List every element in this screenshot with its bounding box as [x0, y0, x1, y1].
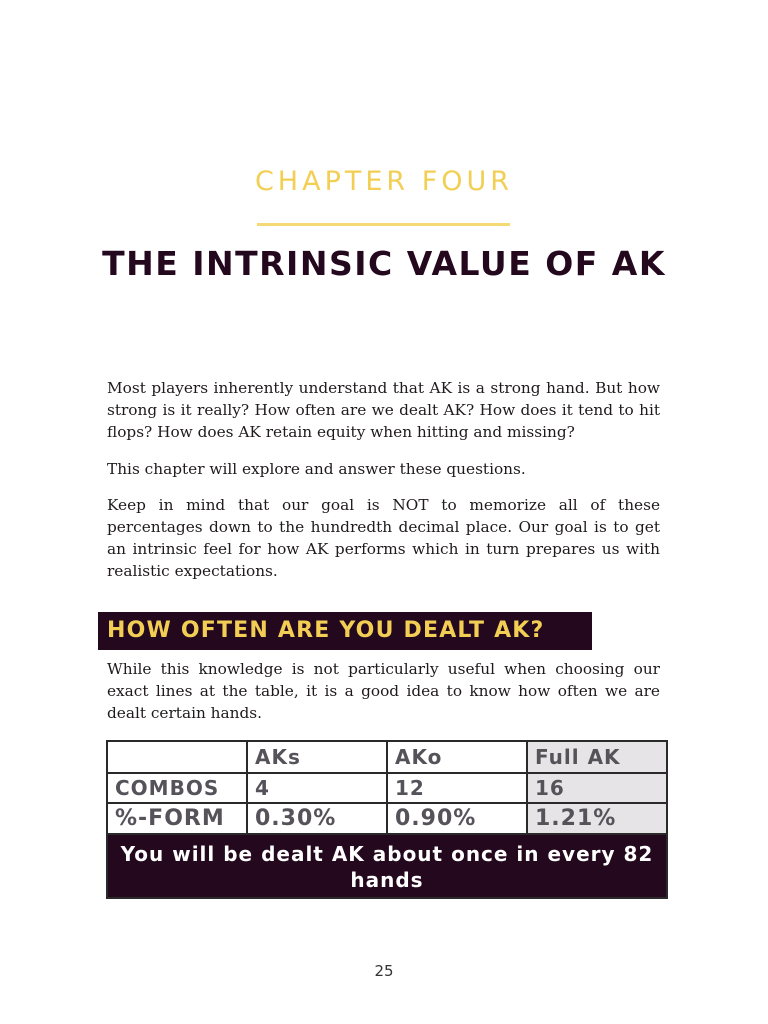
table-cell: 4 [247, 773, 387, 803]
table-row-label: %-FORM [107, 803, 247, 834]
table-header-row [107, 741, 667, 773]
table-row-label: COMBOS [107, 773, 247, 803]
table-cell: 1.21% [527, 803, 667, 834]
chapter-label: CHAPTER FOUR [254, 166, 514, 197]
table-row [107, 803, 667, 834]
table-cell: 0.90% [387, 803, 527, 834]
intro-paragraph-2: This chapter will explore and answer these questions. [107, 460, 526, 478]
table-header-cell: AKo [387, 741, 527, 773]
chapter-title: THE INTRINSIC VALUE OF AK [102, 244, 666, 283]
table-cell: 0.30% [247, 803, 387, 834]
table-cell: 16 [527, 773, 667, 803]
table-summary: You will be dealt AK about once in every 82 hands [107, 834, 667, 898]
intro-paragraph-3: Keep in mind that our goal is NOT to memorize all of these percentages down to the hundredth decimal place. Our goal is to get an intrinsic feel for how AK performs which in turn prepares us with realistic expectations. [107, 496, 660, 580]
intro-paragraph: Most players inherently understand that AK is a strong hand. But how strong is it really? How often are we dealt AK? How does it tend to hit flops? How does AK retain equity when hitting and missing? [107, 379, 660, 441]
chapter-divider [257, 223, 510, 226]
section-paragraph: While this knowledge is not particularly useful when choosing our exact lines at the table, it is a good idea to know how often we are dealt certain hands. [107, 660, 660, 722]
table-row [107, 773, 667, 803]
table-header-cell: Full AK [527, 741, 667, 773]
table-header-cell: AKs [247, 741, 387, 773]
table-header-cell [107, 741, 247, 773]
section-heading: HOW OFTEN ARE YOU DEALT AK? [98, 612, 592, 650]
table-summary-row [107, 834, 667, 898]
combo-table [106, 740, 668, 899]
page-number: 25 [374, 962, 394, 980]
table-cell: 12 [387, 773, 527, 803]
